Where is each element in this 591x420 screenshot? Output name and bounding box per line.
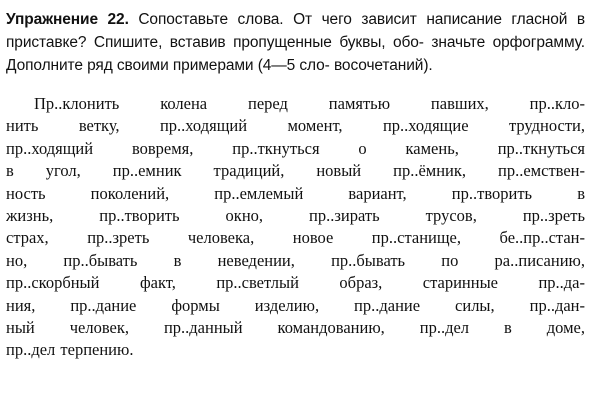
instruction-line: гласной в приставке? Спишите, вставив пропущенные буквы, обо- <box>6 11 585 51</box>
text-line: ния, пр..дание формы изделию, пр..дание силы, пр..дан- <box>6 295 585 315</box>
text-line: страх, пр..зреть человека, новое пр..станище, бе..пр..стан- <box>6 228 585 248</box>
text-line: ный человек, пр..данный командованию, пр..дел в доме, <box>6 318 585 338</box>
text-line: но, пр..бывать в неведении, пр..бывать по ра..писанию, <box>6 250 585 270</box>
text-line: в угол, пр..емник традиций, новый пр..ёмник, пр..емствен- <box>6 161 585 181</box>
exercise-task <box>6 8 585 77</box>
instruction-line: значьте орфограмму. Дополните ряд своими примерами (4—5 сло- <box>6 34 585 74</box>
exercise-text <box>6 93 585 362</box>
text-line: Пр..клонить колена перед памятью павших, пр..кло- <box>34 94 585 113</box>
instruction-line: восочетаний). <box>333 57 433 74</box>
instruction-line: Сопоставьте слова. От чего зависит написание <box>138 11 502 28</box>
text-line: ность поколений, пр..емлемый вариант, пр..творить в <box>6 183 585 203</box>
exercise-title: Упражнение 22. <box>6 11 129 28</box>
text-line: пр..скорбный факт, пр..светлый образ, старинные пр..да- <box>6 273 585 293</box>
text-line: пр..ходящий вовремя, пр..ткнуться о камень, пр..ткнуться <box>6 138 585 158</box>
text-line: нить ветку, пр..ходящий момент, пр..ходящие трудности, <box>6 116 585 136</box>
text-line: пр..дел терпению. <box>6 340 134 360</box>
text-line: жизнь, пр..творить окно, пр..зирать трусов, пр..зреть <box>6 206 585 226</box>
